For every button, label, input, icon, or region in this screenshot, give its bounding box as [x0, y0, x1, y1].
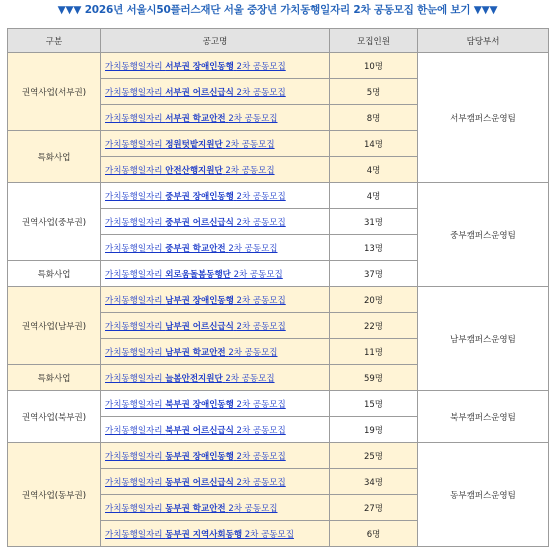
link-suffix: 2차 공동모집: [236, 87, 286, 98]
link-suffix: 2차 공동모집: [236, 451, 286, 462]
count-cell: 4명: [330, 183, 418, 209]
count-cell: 11명: [330, 339, 418, 365]
link-prefix: 가치동행일자리: [105, 87, 163, 98]
announcement-link[interactable]: [105, 296, 286, 306]
announcement-link[interactable]: [105, 218, 286, 228]
link-suffix: 2차 공동모집: [236, 217, 286, 228]
count-cell: 6명: [330, 521, 418, 547]
group-cell: 권역사업(북부권): [8, 391, 101, 443]
count-cell: 14명: [330, 131, 418, 157]
announcement-link[interactable]: [105, 374, 275, 384]
count-cell: 13명: [330, 235, 418, 261]
announcement-cell: [101, 53, 330, 79]
group-cell: 특화사업: [8, 261, 101, 287]
announcement-cell: [101, 313, 330, 339]
announcement-cell: [101, 443, 330, 469]
count-cell: 19명: [330, 417, 418, 443]
link-highlight: 북부권 장애인동행: [165, 399, 234, 410]
count-cell: 8명: [330, 105, 418, 131]
link-prefix: 가치동행일자리: [105, 61, 163, 72]
count-cell: 5명: [330, 79, 418, 105]
header-count: 모집인원: [330, 29, 418, 53]
link-suffix: 2차 공동모집: [236, 425, 286, 436]
dept-cell: 서부캠퍼스운영팀: [418, 53, 549, 183]
link-highlight: 늘봄안전지원단: [165, 373, 223, 384]
announcement-cell: [101, 339, 330, 365]
link-highlight: 서부권 학교안전: [165, 113, 226, 124]
header-announcement: 공고명: [101, 29, 330, 53]
announcement-cell: [101, 495, 330, 521]
link-suffix: 2차 공동모집: [225, 139, 275, 150]
link-highlight: 정원텃밭지원단: [165, 139, 223, 150]
link-highlight: 중부권 학교안전: [165, 243, 226, 254]
announcement-link[interactable]: [105, 426, 286, 436]
group-cell: 권역사업(중부권): [8, 183, 101, 261]
link-highlight: 외로움돌봄동행단: [165, 269, 231, 280]
announcement-link[interactable]: [105, 114, 278, 124]
announcement-cell: [101, 157, 330, 183]
announcement-cell: [101, 521, 330, 547]
link-prefix: 가치동행일자리: [105, 191, 163, 202]
link-prefix: 가치동행일자리: [105, 503, 163, 514]
link-suffix: 2차 공동모집: [244, 529, 294, 540]
announcement-cell: [101, 365, 330, 391]
count-cell: 34명: [330, 469, 418, 495]
group-cell: 권역사업(동부권): [8, 443, 101, 547]
link-suffix: 2차 공동모집: [236, 61, 286, 72]
link-suffix: 2차 공동모집: [233, 269, 283, 280]
link-suffix: 2차 공동모집: [225, 165, 275, 176]
announcement-cell: [101, 287, 330, 313]
count-cell: 59명: [330, 365, 418, 391]
announcement-cell: [101, 235, 330, 261]
link-highlight: 안전산행지원단: [165, 165, 223, 176]
link-highlight: 남부권 어르신급식: [165, 321, 234, 332]
count-cell: 4명: [330, 157, 418, 183]
link-prefix: 가치동행일자리: [105, 113, 163, 124]
link-suffix: 2차 공동모집: [236, 295, 286, 306]
count-cell: 22명: [330, 313, 418, 339]
link-highlight: 동부권 지역사회동행: [165, 529, 243, 540]
table-row: [8, 443, 549, 469]
announcement-cell: [101, 183, 330, 209]
link-prefix: 가치동행일자리: [105, 347, 163, 358]
announcement-cell: [101, 209, 330, 235]
count-cell: 27명: [330, 495, 418, 521]
count-cell: 20명: [330, 287, 418, 313]
link-prefix: 가치동행일자리: [105, 529, 163, 540]
link-prefix: 가치동행일자리: [105, 217, 163, 228]
count-cell: 10명: [330, 53, 418, 79]
link-prefix: 가치동행일자리: [105, 139, 163, 150]
link-suffix: 2차 공동모집: [236, 399, 286, 410]
link-suffix: 2차 공동모집: [228, 503, 278, 514]
table-row: [8, 391, 549, 417]
announcement-link[interactable]: [105, 322, 286, 332]
group-cell: 권역사업(서부권): [8, 53, 101, 131]
link-suffix: 2차 공동모집: [236, 321, 286, 332]
count-cell: 25명: [330, 443, 418, 469]
link-prefix: 가치동행일자리: [105, 399, 163, 410]
table-row: [8, 183, 549, 209]
link-suffix: 2차 공동모집: [228, 243, 278, 254]
link-prefix: 가치동행일자리: [105, 165, 163, 176]
header-dept: 담당부서: [418, 29, 549, 53]
table-row: [8, 53, 549, 79]
link-prefix: 가치동행일자리: [105, 321, 163, 332]
link-highlight: 서부권 어르신급식: [165, 87, 234, 98]
announcement-cell: [101, 391, 330, 417]
link-prefix: 가치동행일자리: [105, 295, 163, 306]
link-prefix: 가치동행일자리: [105, 269, 163, 280]
link-highlight: 동부권 어르신급식: [165, 477, 234, 488]
announcement-link[interactable]: [105, 88, 286, 98]
announcement-cell: [101, 261, 330, 287]
announcement-cell: [101, 105, 330, 131]
recruitment-table: [7, 28, 549, 547]
header-group: 구분: [8, 29, 101, 53]
link-prefix: 가치동행일자리: [105, 243, 163, 254]
link-prefix: 가치동행일자리: [105, 373, 163, 384]
announcement-link[interactable]: [105, 166, 275, 176]
link-highlight: 동부권 장애인동행: [165, 451, 234, 462]
dept-cell: 동부캠퍼스운영팀: [418, 443, 549, 547]
announcement-cell: [101, 79, 330, 105]
link-suffix: 2차 공동모집: [236, 191, 286, 202]
announcement-link[interactable]: [105, 452, 286, 462]
announcement-cell: [101, 417, 330, 443]
table-row: [8, 287, 549, 313]
link-highlight: 남부권 학교안전: [165, 347, 226, 358]
link-suffix: 2차 공동모집: [225, 373, 275, 384]
link-suffix: 2차 공동모집: [228, 347, 278, 358]
link-prefix: 가치동행일자리: [105, 451, 163, 462]
dept-cell: 북부캠퍼스운영팀: [418, 391, 549, 443]
announcement-link[interactable]: [105, 400, 286, 410]
link-highlight: 중부권 장애인동행: [165, 191, 234, 202]
announcement-link[interactable]: [105, 348, 278, 358]
announcement-link[interactable]: [105, 504, 278, 514]
link-prefix: 가치동행일자리: [105, 477, 163, 488]
announcement-link[interactable]: [105, 530, 294, 540]
group-cell: 권역사업(남부권): [8, 287, 101, 365]
page-title: ▼▼▼ 2026년 서울시50플러스재단 서울 중장년 가치동행일자리 2차 공동모집 한눈에 보기 ▼▼▼: [57, 4, 498, 16]
dept-cell: 남부캠퍼스운영팀: [418, 287, 549, 391]
count-cell: 15명: [330, 391, 418, 417]
announcement-link[interactable]: [105, 270, 283, 280]
link-highlight: 중부권 어르신급식: [165, 217, 234, 228]
dept-cell: 중부캠퍼스운영팀: [418, 183, 549, 287]
link-highlight: 북부권 어르신급식: [165, 425, 234, 436]
link-highlight: 서부권 장애인동행: [165, 61, 234, 72]
link-suffix: 2차 공동모집: [236, 477, 286, 488]
link-prefix: 가치동행일자리: [105, 425, 163, 436]
link-highlight: 남부권 장애인동행: [165, 295, 234, 306]
link-highlight: 동부권 학교안전: [165, 503, 226, 514]
announcement-cell: [101, 469, 330, 495]
announcement-link[interactable]: [105, 140, 275, 150]
announcement-link[interactable]: [105, 192, 286, 202]
announcement-cell: [101, 131, 330, 157]
announcement-link[interactable]: [105, 62, 286, 72]
link-suffix: 2차 공동모집: [228, 113, 278, 124]
announcement-link[interactable]: [105, 244, 278, 254]
group-cell: 특화사업: [8, 365, 101, 391]
group-cell: 특화사업: [8, 131, 101, 183]
count-cell: 31명: [330, 209, 418, 235]
count-cell: 37명: [330, 261, 418, 287]
announcement-link[interactable]: [105, 478, 286, 488]
table-header-row: [8, 29, 549, 53]
